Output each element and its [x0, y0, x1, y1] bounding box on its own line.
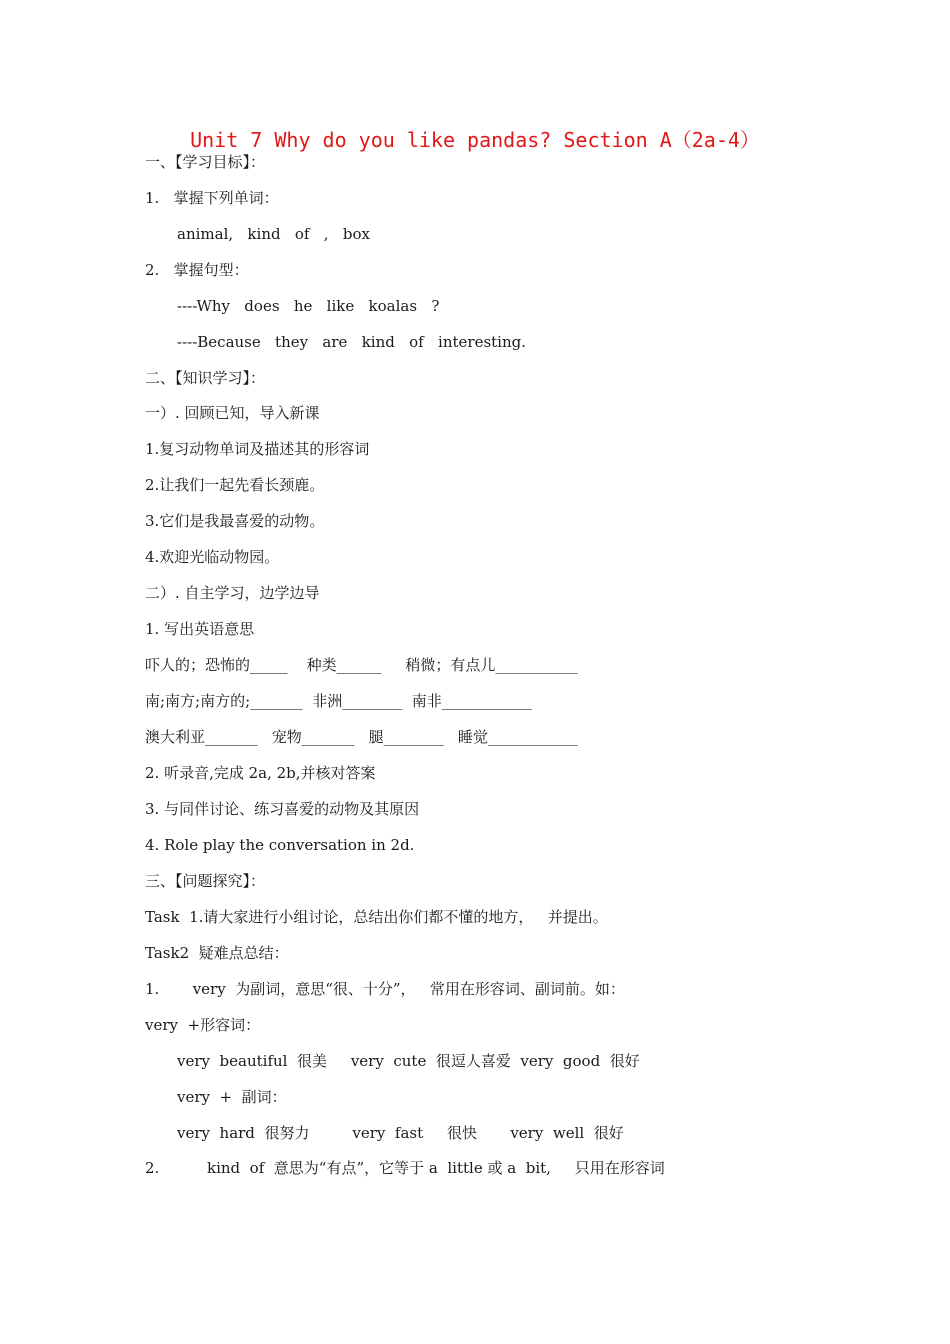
point-2-kind-of: 2. kind of 意思为“有点”，它等于 a little 或 a bit, 只用在形容词: [145, 1159, 665, 1177]
sentence-pattern-question: ----Why does he like koalas ?: [177, 297, 440, 315]
very-adverb-heading: very + 副词：: [177, 1088, 287, 1106]
task-2: Task2 疑难点总结：: [145, 944, 289, 962]
point-1-very: 1. very 为副词，意思“很、十分”， 常用在形容词、副词前。如：: [145, 980, 625, 998]
translation-blanks-row-3: 澳大利亚_______ 宠物_______ 腿________ 睡觉____________: [145, 728, 578, 746]
review-item-1: 1.复习动物单词及描述其的形容词: [145, 440, 370, 458]
document-title: Unit 7 Why do you like pandas? Section A（2a-4）: [190, 128, 760, 152]
subsection-review: 一）. 回顾已知，导入新课: [145, 404, 320, 422]
very-adjective-heading: very +形容词：: [145, 1016, 261, 1034]
objective-item-2: 2. 掌握句型：: [145, 261, 249, 279]
review-item-4: 4.欢迎光临动物园。: [145, 548, 280, 566]
study-item-2: 2. 听录音,完成 2a, 2b,并核对答案: [145, 764, 376, 782]
subsection-self-study: 二）. 自主学习，边学边导: [145, 584, 320, 602]
review-item-2: 2.让我们一起先看长颈鹿。: [145, 476, 325, 494]
very-adjective-examples: very beautiful 很美 very cute 很逗人喜爱 very good 很好: [177, 1052, 640, 1070]
section-heading-objectives: 一、【学习目标】：: [145, 153, 266, 171]
study-item-1: 1. 写出英语意思: [145, 620, 255, 638]
translation-blanks-row-2: 南;南方;南方的;_______ 非洲________ 南非____________: [145, 692, 532, 710]
sentence-pattern-answer: ----Because they are kind of interesting.: [177, 333, 526, 351]
section-heading-knowledge: 二、【知识学习】：: [145, 369, 266, 387]
translation-blanks-row-1: 吓人的；恐怖的_____ 种类______ 稍微；有点儿___________: [145, 656, 578, 674]
review-item-3: 3.它们是我最喜爱的动物。: [145, 512, 325, 530]
very-adverb-examples: very hard 很努力 very fast 很快 very well 很好: [177, 1124, 624, 1142]
vocabulary-list: animal, kind of , box: [177, 225, 370, 243]
study-item-4: 4. Role play the conversation in 2d.: [145, 836, 415, 854]
study-item-3: 3. 与同伴讨论、练习喜爱的动物及其原因: [145, 800, 420, 818]
task-1: Task 1.请大家进行小组讨论，总结出你们都不懂的地方， 并提出。: [145, 908, 608, 926]
objective-item-1: 1. 掌握下列单词：: [145, 189, 279, 207]
section-heading-inquiry: 三、【问题探究】：: [145, 872, 266, 890]
